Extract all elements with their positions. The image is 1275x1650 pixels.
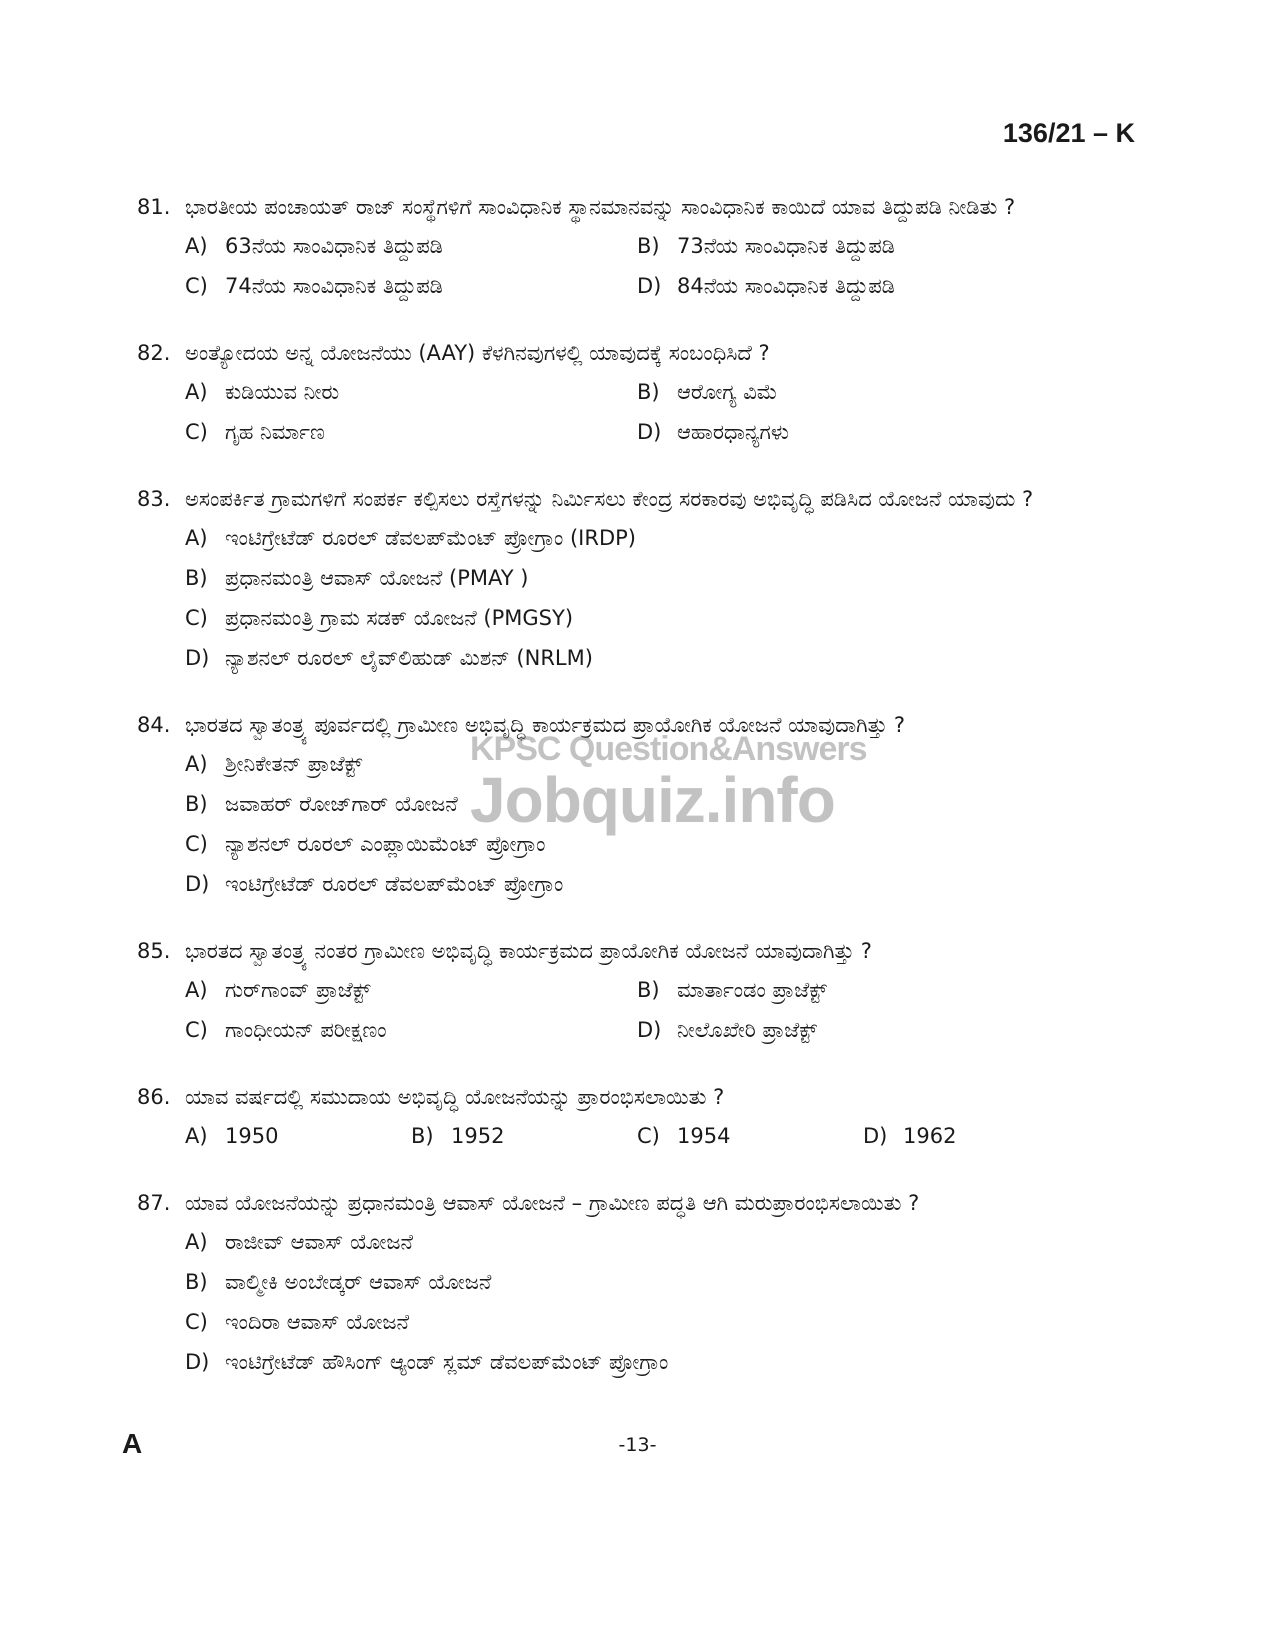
option-label: D) <box>637 274 662 298</box>
question-number: 84. <box>137 713 171 737</box>
option-a <box>185 518 1147 558</box>
option-text: ಆರೋಗ್ಯ ವಿಮೆ <box>677 380 778 404</box>
option-text: ವಾಲ್ಮೀಕಿ ಅಂಬೇಡ್ಕರ್ ಆವಾಸ್ ಯೋಜನೆ <box>225 1270 492 1294</box>
option-text: ಕುಡಿಯುವ ನೀರು <box>225 380 340 404</box>
option-b <box>185 558 1147 598</box>
option-text: ನ್ಯಾಶನಲ್ ರೂರಲ್ ಲೈವ್‌ಲಿಹುಡ್ ಮಿಶನ್ (NRLM) <box>225 646 593 670</box>
option-label: C) <box>185 832 208 856</box>
option-label: D) <box>863 1124 888 1148</box>
option-text: ಇಂಟಿಗ್ರೇಟೆಡ್ ರೂರಲ್ ಡೆವಲಪ್‌ಮೆಂಟ್ ಪ್ರೋಗ್ರಾಂ <box>225 872 564 896</box>
series-letter: A <box>122 1428 143 1459</box>
option-c <box>185 1302 1147 1342</box>
option-a <box>185 744 1147 784</box>
option-text: ಮಾರ್ತಾಂಡಂ ಪ್ರಾಜೆಕ್ಟ್ <box>677 978 827 1002</box>
option-label: B) <box>637 978 660 1002</box>
option-a <box>185 1116 411 1156</box>
question-text: ಯಾವ ಯೋಜನೆಯನ್ನು ಪ್ರಧಾನಮಂತ್ರಿ ಆವಾಸ್ ಯೋಜನೆ – ಗ್ರಾಮೀಣ ಪದ್ಧತಿ ಆಗಿ ಮರುಪ್ರಾರಂಭಿಸಲಾಯಿತು ? <box>185 1191 920 1215</box>
option-d <box>185 638 1147 678</box>
option-label: A) <box>185 978 208 1002</box>
option-text: ಗೃಹ ನಿರ್ಮಾಣ <box>225 420 325 444</box>
option-text: ಗುರ್‌ಗಾಂವ್ ಪ್ರಾಜೆಕ್ಟ್ <box>225 978 371 1002</box>
question-text: ಭಾರತದ ಸ್ವಾತಂತ್ರ್ಯ ಪೂರ್ವದಲ್ಲಿ ಗ್ರಾಮೀಣ ಅಭಿವೃದ್ಧಿ ಕಾರ್ಯಕ್ರಮದ ಪ್ರಾಯೋಗಿಕ ಯೋಜನೆ ಯಾವುದಾಗಿತ್ತು ? <box>185 713 906 737</box>
question-text: ಭಾರತೀಯ ಪಂಚಾಯತ್ ರಾಜ್ ಸಂಸ್ಥೆಗಳಿಗೆ ಸಾಂವಿಧಾನಿಕ ಸ್ಥಾನಮಾನವನ್ನು ಸಾಂವಿಧಾನಿಕ ಕಾಯಿದೆ ಯಾವ ತಿದ್ದುಪಡಿ ನೀಡಿತು ? <box>185 195 1016 219</box>
option-text: 74ನೆಯ ಸಾಂವಿಧಾನಿಕ ತಿದ್ದುಪಡಿ <box>225 274 443 298</box>
option-text: 1952 <box>451 1124 505 1148</box>
option-a <box>185 970 637 1010</box>
option-b <box>637 226 1089 266</box>
option-text: 63ನೆಯ ಸಾಂವಿಧಾನಿಕ ತಿದ್ದುಪಡಿ <box>225 234 443 258</box>
question-87 <box>137 1184 1147 1382</box>
question-text: ಅಸಂಪರ್ಕಿತ ಗ್ರಾಮಗಳಿಗೆ ಸಂಪರ್ಕ ಕಲ್ಪಿಸಲು ರಸ್ತೆಗಳನ್ನು ನಿರ್ಮಿಸಲು ಕೇಂದ್ರ ಸರಕಾರವು ಅಭಿವೃದ್ಧಿ ಪಡಿಸಿದ ಯೋಜನೆ ಯಾವುದು ? <box>185 487 1034 511</box>
option-d <box>185 1342 1147 1382</box>
option-c <box>185 824 1147 864</box>
option-label: C) <box>185 420 208 444</box>
options <box>185 226 1147 306</box>
option-c <box>185 266 637 306</box>
option-text: ನೀಲೊಖೇರಿ ಪ್ರಾಜೆಕ್ಟ್ <box>677 1018 818 1042</box>
option-text: ನ್ಯಾಶನಲ್ ರೂರಲ್ ಎಂಪ್ಲಾಯಿಮೆಂಟ್ ಪ್ರೋಗ್ರಾಂ <box>225 832 546 856</box>
options <box>185 1222 1147 1382</box>
option-text: ರಾಜೀವ್ ಆವಾಸ್ ಯೋಜನೆ <box>225 1230 413 1254</box>
option-b <box>185 1262 1147 1302</box>
question-list <box>137 188 1147 1410</box>
question-number: 82. <box>137 341 171 365</box>
option-text: 1962 <box>903 1124 957 1148</box>
option-b <box>637 372 1089 412</box>
question-text: ಭಾರತದ ಸ್ವಾತಂತ್ರ್ಯ ನಂತರ ಗ್ರಾಮೀಣ ಅಭಿವೃದ್ಧಿ ಕಾರ್ಯಕ್ರಮದ ಪ್ರಾಯೋಗಿಕ ಯೋಜನೆ ಯಾವುದಾಗಿತ್ತು ? <box>185 939 872 963</box>
option-label: C) <box>185 1018 208 1042</box>
question-number: 86. <box>137 1085 171 1109</box>
watermark-line-2: Jobquiz.info <box>470 764 835 836</box>
option-label: B) <box>637 380 660 404</box>
option-label: A) <box>185 752 208 776</box>
option-text: ಆಹಾರಧಾನ್ಯಗಳು <box>677 420 789 444</box>
question-81 <box>137 188 1147 306</box>
question-text: ಅಂತ್ಯೋದಯ ಅನ್ನ ಯೋಜನೆಯು (AAY) ಕೆಳಗಿನವುಗಳಲ್ಲಿ ಯಾವುದಕ್ಕೆ ಸಂಬಂಧಿಸಿದೆ ? <box>185 341 770 365</box>
option-c <box>185 412 637 452</box>
question-84 <box>137 706 1147 904</box>
question-85 <box>137 932 1147 1050</box>
option-text: ಶ್ರೀನಿಕೇತನ್ ಪ್ರಾಜೆಕ್ಟ್ <box>225 752 363 776</box>
question-86 <box>137 1078 1147 1156</box>
question-number: 87. <box>137 1191 171 1215</box>
option-label: D) <box>637 1018 662 1042</box>
option-text: 1950 <box>225 1124 279 1148</box>
option-d <box>637 1010 1089 1050</box>
question-83 <box>137 480 1147 678</box>
option-label: C) <box>185 1310 208 1334</box>
option-text: ಗಾಂಧೀಯನ್ ಪರೀಕ್ಷಣಂ <box>225 1018 387 1042</box>
question-number: 83. <box>137 487 171 511</box>
option-c <box>185 598 1147 638</box>
option-label: D) <box>185 646 210 670</box>
option-text: ಇಂಟಿಗ್ರೇಟೆಡ್ ಹೌಸಿಂಗ್ ಆ್ಯಂಡ್ ಸ್ಲಮ್ ಡೆವಲಪ್‌ಮೆಂಟ್ ಪ್ರೋಗ್ರಾಂ <box>225 1350 669 1374</box>
option-label: D) <box>637 420 662 444</box>
paper-code: 136/21 – K <box>1002 118 1135 148</box>
option-d <box>863 1116 1089 1156</box>
option-b <box>411 1116 637 1156</box>
option-text: ಪ್ರಧಾನಮಂತ್ರಿ ಗ್ರಾಮ ಸಡಕ್ ಯೋಜನೆ (PMGSY) <box>225 606 574 630</box>
option-a <box>185 226 637 266</box>
question-number: 81. <box>137 195 171 219</box>
page-number: -13- <box>618 1434 657 1456</box>
option-label: B) <box>411 1124 434 1148</box>
option-text: ಇಂದಿರಾ ಆವಾಸ್ ಯೋಜನೆ <box>225 1310 410 1334</box>
options <box>185 518 1147 678</box>
option-label: A) <box>185 1230 208 1254</box>
option-text: 73ನೆಯ ಸಾಂವಿಧಾನಿಕ ತಿದ್ದುಪಡಿ <box>677 234 895 258</box>
option-label: D) <box>185 1350 210 1374</box>
option-label: C) <box>637 1124 660 1148</box>
option-text: ಪ್ರಧಾನಮಂತ್ರಿ ಆವಾಸ್ ಯೋಜನೆ (PMAY ) <box>225 566 529 590</box>
option-label: A) <box>185 380 208 404</box>
option-label: D) <box>185 872 210 896</box>
option-d <box>185 864 1147 904</box>
option-a <box>185 372 637 412</box>
question-text: ಯಾವ ವರ್ಷದಲ್ಲಿ ಸಮುದಾಯ ಅಭಿವೃದ್ಧಿ ಯೋಜನೆಯನ್ನು ಪ್ರಾರಂಭಿಸಲಾಯಿತು ? <box>185 1085 725 1109</box>
option-text: 1954 <box>677 1124 731 1148</box>
option-label: B) <box>185 566 208 590</box>
option-label: A) <box>185 526 208 550</box>
option-text: 84ನೆಯ ಸಾಂವಿಧಾನಿಕ ತಿದ್ದುಪಡಿ <box>677 274 895 298</box>
options <box>185 1116 1147 1156</box>
watermark-line-1: KPSC Question&Answers <box>470 730 867 768</box>
option-b <box>185 784 1147 824</box>
option-label: B) <box>185 1270 208 1294</box>
option-c <box>637 1116 863 1156</box>
option-label: B) <box>185 792 208 816</box>
option-label: C) <box>185 606 208 630</box>
options <box>185 744 1147 904</box>
option-b <box>637 970 1089 1010</box>
option-label: C) <box>185 274 208 298</box>
option-text: ಇಂಟಿಗ್ರೇಟೆಡ್ ರೂರಲ್ ಡೆವಲಪ್‌ಮೆಂಟ್ ಪ್ರೋಗ್ರಾಂ (IRDP) <box>225 526 636 550</box>
option-label: A) <box>185 1124 208 1148</box>
option-d <box>637 266 1089 306</box>
option-text: ಜವಾಹರ್ ರೋಜ್‌ಗಾರ್ ಯೋಜನೆ <box>225 792 458 816</box>
options <box>185 970 1147 1050</box>
option-label: A) <box>185 234 208 258</box>
question-number: 85. <box>137 939 171 963</box>
question-82 <box>137 334 1147 452</box>
option-d <box>637 412 1089 452</box>
option-c <box>185 1010 637 1050</box>
options <box>185 372 1147 452</box>
option-label: B) <box>637 234 660 258</box>
option-a <box>185 1222 1147 1262</box>
